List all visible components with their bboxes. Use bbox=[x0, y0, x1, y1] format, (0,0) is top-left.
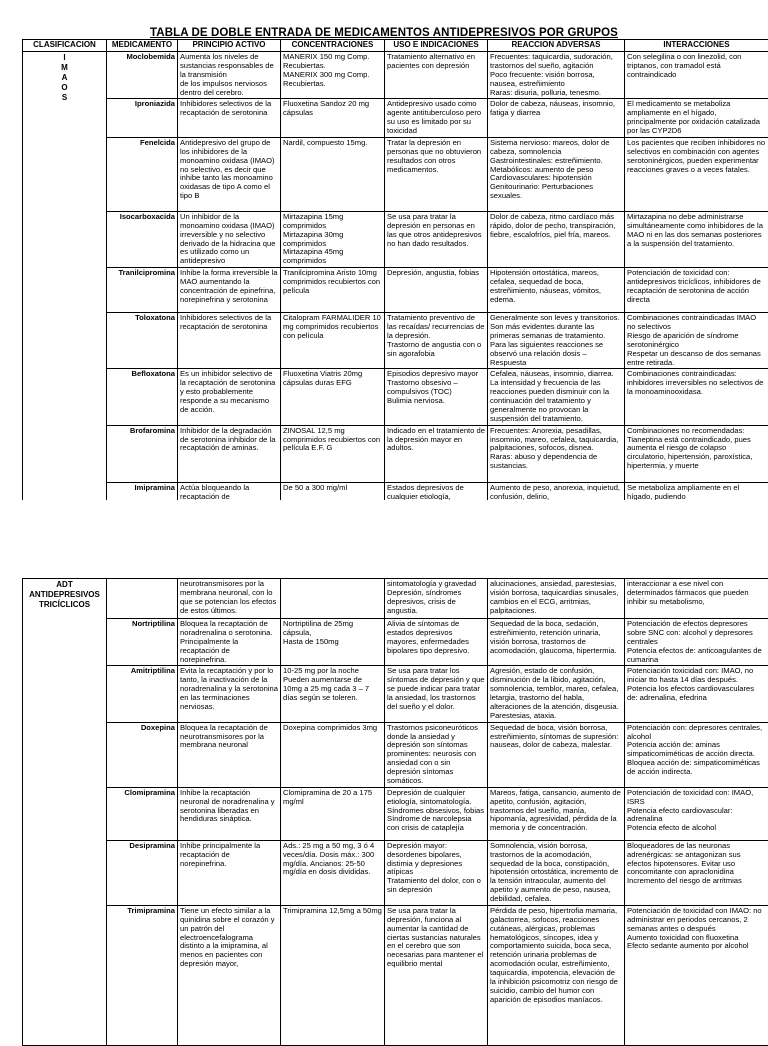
cell-uso-indicaciones: Tratamiento alternativo en pacientes con depresión bbox=[385, 52, 488, 99]
group-letter: S bbox=[25, 93, 104, 103]
cell-reaccion-adversas: Frecuentes: taquicardia, sudoración, trastornos del sueño, agitación Poco frecuente: visión borrosa, nausea, estreñimiento Raras: disuria, polluria, tenesmo. bbox=[488, 52, 625, 99]
cell-uso-indicaciones: sintomatología y gravedad Depresión, síndromes depresivos, crisis de angustia. bbox=[385, 579, 488, 619]
cell-principio-activo: Inhibidor de la degradación de serotonina inhibidor de la recaptación de aminas. bbox=[178, 425, 281, 482]
cell-uso-indicaciones: Se usa para tratar los síntomas de depresión y que se puede indicar para tratar la ansiedad, los trastornos del sueño y el dolor. bbox=[385, 666, 488, 722]
cell-interacciones: Potenciación de efectos depresores sobre SNC con: alcohol y depresores centrales Potencia efectos de: anticoagulantes de cumarina bbox=[625, 619, 768, 666]
cell-interacciones: Combinaciones contraindicadas IMAO no selectivos Riesgo de aparición de síndrome serotoninérgico Respetar un descanso de dos semanas entre retirada. bbox=[625, 313, 768, 369]
header-interacciones: INTERACCIONES bbox=[625, 40, 768, 52]
cell-concentraciones: Trimipramina 12,5mg a 50mg bbox=[281, 905, 385, 1045]
table-row bbox=[23, 52, 768, 99]
group-letter: M bbox=[25, 63, 104, 73]
table-row bbox=[23, 666, 768, 722]
medications-table-imaos bbox=[22, 39, 768, 513]
cell-uso-indicaciones: Depresión, angustia, fobias bbox=[385, 268, 488, 313]
cell-principio-activo: Bloquea la recaptación de noradrenalina o serotonina. Principalmente la recaptación de norepinefrina. bbox=[178, 619, 281, 666]
cell-reaccion-adversas: Hipotensión ortostática, mareos, cefalea, sequedad de boca, estreñimiento, náuseas, vómitos, edema. bbox=[488, 268, 625, 313]
cell-interacciones: Con selegilina o con linezolid, con triptanos, con tramadol está contraindicado bbox=[625, 52, 768, 99]
cell-medicamento: Isocarboxacida bbox=[107, 211, 178, 267]
cell-reaccion-adversas: Frecuentes: Anorexia, pesadillas, insomnio, mareo, cefalea, taquicardia, palpitaciones, sofocos, disnea. Raras: abuso y dependencia de sustancias. bbox=[488, 425, 625, 482]
group-letter: O bbox=[25, 83, 104, 93]
cell-interacciones: Los pacientes que reciben inhibidores no selectivos en combinación con agentes serotoninérgicos, pueden experimentar reacciones graves o a veces fatales. bbox=[625, 137, 768, 211]
header-row bbox=[23, 40, 768, 52]
cell-principio-activo: Tiene un efecto similar a la quinidina sobre el corazón y un patrón del electroencefalograma distinto a la imipramina, al menos en pacientes con depresión mayor, bbox=[178, 905, 281, 1045]
cell-reaccion-adversas: Pérdida de peso, hipertrofia mamaria, galactorrea, sofocos, reacciones cutáneas, alérgicas, problemas hematológicos, síncopes, idea y comportamiento suicida, boca seca, retención urinaria problemas de acomodación ocular, estreñimiento, taquicardia, impotencia, elevación de la inhibición psicomotriz con riesgo de suicidio, cambio del humor con aparición de episodios maníacos. bbox=[488, 905, 625, 1045]
table-row bbox=[23, 579, 768, 619]
table-row bbox=[23, 619, 768, 666]
cell-reaccion-adversas: Mareos, fatiga, cansancio, aumento de apetito, confusión, agitación, trastornos del sueño, manía, hipomanía, agresividad, pérdida de la memoria y de concentración. bbox=[488, 787, 625, 840]
cell-interacciones: Se metaboliza ampliamente en el hígado, pudiendo bbox=[625, 482, 768, 512]
cell-principio-activo: Inhibe principalmente la recaptación de norepinefrina. bbox=[178, 840, 281, 905]
cell-uso-indicaciones: Indicado en el tratamiento de la depresión mayor en adultos. bbox=[385, 425, 488, 482]
table-row bbox=[23, 137, 768, 211]
cell-concentraciones: De 50 a 300 mg/ml bbox=[281, 482, 385, 512]
cell-uso-indicaciones: Estados depresivos de cualquier etiología, bbox=[385, 482, 488, 512]
table-row bbox=[23, 905, 768, 1045]
cell-concentraciones: Fluoxetina Sandoz 20 mg cápsulas bbox=[281, 99, 385, 138]
cell-reaccion-adversas: Cefalea, náuseas, insomnio, diarrea. La intensidad y frecuencia de las reacciones pueden disminuir con la continuación del tratamiento y generalmente no provocan la suspensión del tratamiento. bbox=[488, 369, 625, 425]
cell-medicamento: Clomipramina bbox=[107, 787, 178, 840]
page-title: TABLA DE DOBLE ENTRADA DE MEDICAMENTOS ANTIDEPRESIVOS POR GRUPOS bbox=[0, 27, 768, 39]
group-line: TRICÍCLICOS bbox=[25, 600, 104, 610]
cell-uso-indicaciones: Depresión mayor: desordenes bipolares, distimia y depresiones atípicas Tratamiento del dolor, con o sin depresión bbox=[385, 840, 488, 905]
cell-medicamento: Doxepina bbox=[107, 722, 178, 787]
cell-uso-indicaciones: Se usa para tratar la depresión, funciona al aumentar la cantidad de ciertas sustancias naturales en el cerebro que son necesarias para mantener el equilibrio mental bbox=[385, 905, 488, 1045]
table-row bbox=[23, 425, 768, 482]
cell-medicamento: Desipramina bbox=[107, 840, 178, 905]
cell-reaccion-adversas: Somnolencia, visión borrosa, trastornos de la acomodación, sequedad de la boca, constipación, hipotensión ortostática, incremento de la tensión intraocular, aumento del apetito y aumento de peso, nausea, debilidad, cefalea. bbox=[488, 840, 625, 905]
cell-medicamento: Toloxatona bbox=[107, 313, 178, 369]
cell-concentraciones: ZINOSAL 12,5 mg comprimidos recubiertos con película E.F. G bbox=[281, 425, 385, 482]
table-row bbox=[23, 313, 768, 369]
table-row bbox=[23, 722, 768, 787]
cell-principio-activo: Aumenta los niveles de sustancias responsables de la transmisión de los impulsos nerviosos dentro del cerebro. bbox=[178, 52, 281, 99]
header-reaccion-adversas: REACCION ADVERSAS bbox=[488, 40, 625, 52]
cell-medicamento: Imipramina bbox=[107, 482, 178, 512]
table-row bbox=[23, 99, 768, 138]
group-line: ADT bbox=[25, 580, 104, 590]
cell-uso-indicaciones: Trastornos psiconeuróticos donde la ansiedad y depresión son síntomas prominentes: neurosis con ansiedad con o sin depresión síntomas somáticos. bbox=[385, 722, 488, 787]
cell-reaccion-adversas: Sistema nervioso: mareos, dolor de cabeza, somnolencia Gastrointestinales: estreñimiento. Metabólicos: aumento de peso Cardiovasculares: hipotensión Genitourinario: Perturbaciones sexuales. bbox=[488, 137, 625, 211]
cell-uso-indicaciones: Tratar la depresión en personas que no obtuvieron resultados con otros medicamentos. bbox=[385, 137, 488, 211]
cell-reaccion-adversas: Aumento de peso, anorexia, inquietud, confusión, delirio, bbox=[488, 482, 625, 512]
cell-interacciones: Potenciación toxicidad con: IMAO, no iniciar tto hasta 14 días después. Potencia los efectos cardiovasculares de: adrenalina, efedrina bbox=[625, 666, 768, 722]
cell-uso-indicaciones: Depresión de cualquier etiología, sintomatología. Síndromes obsesivos, fobias Síndrome de narcolepsia con crisis de cataplejía bbox=[385, 787, 488, 840]
header-concentraciones: CONCENTRACIONES bbox=[281, 40, 385, 52]
table-row bbox=[23, 211, 768, 267]
cell-principio-activo: Inhibidores selectivos de la recaptación de serotonina bbox=[178, 99, 281, 138]
cell-medicamento: Amitriptilina bbox=[107, 666, 178, 722]
header-clasificacion: CLASIFICACION bbox=[23, 40, 107, 52]
table-row bbox=[23, 369, 768, 425]
cell-principio-activo: Antidepresivo del grupo de los inhibidores de la monoamino oxidasa (IMAO) no selectivo, es decir que inhibe tanto las monoamino oxidasas de tipo A como el tipo B bbox=[178, 137, 281, 211]
group-label-imaos bbox=[23, 52, 107, 513]
cell-concentraciones: Citalopram FARMALIDER 10 mg comprimidos recubiertos con película bbox=[281, 313, 385, 369]
table-row bbox=[23, 268, 768, 313]
cell-principio-activo: neurotransmisores por la membrana neuronal, con lo que se potencian los efectos de estos últimos. bbox=[178, 579, 281, 619]
cell-interacciones: Combinaciones contraindicadas: inhibidores irreversibles no selectivos de la monoaminooxidasa. bbox=[625, 369, 768, 425]
medications-table-adt bbox=[22, 578, 768, 1046]
cell-interacciones: El medicamento se metaboliza ampliamente en el hígado, principalmente por oxidación catalizada por las CYP2D6 bbox=[625, 99, 768, 138]
cell-medicamento: Fenelcida bbox=[107, 137, 178, 211]
cell-uso-indicaciones: Se usa para tratar la depresión en personas en las que otros antidepresivos no han dado resultados. bbox=[385, 211, 488, 267]
cell-medicamento bbox=[107, 579, 178, 619]
cell-principio-activo: Inhibe la forma irreversible la MAO aumentando la concentración de epinefrina, norepinefrina y serotonina bbox=[178, 268, 281, 313]
table-row bbox=[23, 787, 768, 840]
cell-medicamento: Moclobemida bbox=[107, 52, 178, 99]
cell-principio-activo: Bloquea la recaptación de neurotransmisores por la membrana neuronal bbox=[178, 722, 281, 787]
cell-medicamento: Brofaromina bbox=[107, 425, 178, 482]
cell-reaccion-adversas: Dolor de cabeza, ritmo cardíaco más rápido, dolor de pecho, transpiración, fiebre, escalofríos, piel fría, mareos. bbox=[488, 211, 625, 267]
cell-principio-activo: Inhibe la recaptación neuronal de noradrenalina y serotonina liberadas en hendiduras sináptica. bbox=[178, 787, 281, 840]
cell-interacciones: Potenciación de toxicidad con IMAO: no administrar en periodos cercanos, 2 semanas antes o después Aumento toxicidad con fluoxetina Efecto sedante aumento por alcohol bbox=[625, 905, 768, 1045]
cell-concentraciones: Clomipramina de 20 a 175 mg/ml bbox=[281, 787, 385, 840]
cell-interacciones: Combinaciones no recomendadas: Tianeptina está contraindicado, pues aumenta el riesgo de colapso circulatorio, hipertensión, paroxística, hipertermia, y muerte bbox=[625, 425, 768, 482]
cell-principio-activo: Inhibidores selectivos de la recaptación de serotonina bbox=[178, 313, 281, 369]
cell-concentraciones: Ads.: 25 mg a 50 mg, 3 ó 4 veces/día. Dosis máx.: 300 mg/día. Ancianos: 25-50 mg/día en dosis divididas. bbox=[281, 840, 385, 905]
cell-concentraciones: MANERIX 150 mg Comp. Recubiertas. MANERIX 300 mg Comp. Recubiertas. bbox=[281, 52, 385, 99]
cell-medicamento: Nortriptilina bbox=[107, 619, 178, 666]
cell-uso-indicaciones: Episodios depresivo mayor Trastorno obsesivo – compulsivos (TOC) Bulimia nerviosa. bbox=[385, 369, 488, 425]
group-letter: A bbox=[25, 73, 104, 83]
cell-uso-indicaciones: Antidepresivo usado como agente antituberculoso pero su uso es limitado por su toxicidad bbox=[385, 99, 488, 138]
cell-reaccion-adversas: Sequedad de boca, visión borrosa, estreñimiento, síntomas de supresión: nauseas, dolor de cabeza, malestar. bbox=[488, 722, 625, 787]
cell-concentraciones bbox=[281, 579, 385, 619]
cell-medicamento: Tranilcipromina bbox=[107, 268, 178, 313]
cell-uso-indicaciones: Tratamiento preventivo de las recaídas/ recurrencias de la depresión. Trastorno de angustia con o sin agorafobia bbox=[385, 313, 488, 369]
group-letter: I bbox=[25, 53, 104, 63]
cell-reaccion-adversas: alucinaciones, ansiedad, parestesias, visión borrosa, taquicardias sinusales, cambios en el ECG, arritmias, palpitaciones. bbox=[488, 579, 625, 619]
cell-concentraciones: 10-25 mg por la noche Pueden aumentarse de 10mg a 25 mg cada 3 – 7 días según se toleren. bbox=[281, 666, 385, 722]
cell-uso-indicaciones: Alivia de síntomas de estados depresivos mayores, enfermedades bipolares tipo depresivo. bbox=[385, 619, 488, 666]
cell-concentraciones: Nardil, compuesto 15mg. bbox=[281, 137, 385, 211]
cell-medicamento: Iproniazida bbox=[107, 99, 178, 138]
cell-interacciones: Mirtazapina no debe administrarse simultáneamente como inhibidores de la MAO ni en las dos semanas posteriores a la suspensión del tratamiento. bbox=[625, 211, 768, 267]
cell-interacciones: Potenciación con: depresores centrales, alcohol Potencia acción de: aminas simpaticomiméticas de acción directa. Bloquea acción de: simpaticomiméticas de acción indirecta. bbox=[625, 722, 768, 787]
cell-interacciones: interaccionar a ese nivel con determinados fármacos que pueden inhibir su metabolismo, bbox=[625, 579, 768, 619]
cell-interacciones: Potenciación de toxicidad con: IMAO, ISRS Potencia efecto cardiovascular: adrenalina Potencia efecto de alcohol bbox=[625, 787, 768, 840]
header-uso-indicaciones: USO E INDICACIONES bbox=[385, 40, 488, 52]
cell-reaccion-adversas: Sequedad de la boca, sedación, estreñimiento, retención urinaria, visión borrosa, trastornos de acomodación, glaucoma, hipertermia. bbox=[488, 619, 625, 666]
cell-principio-activo: Un inhibidor de la monoamino oxidasa (IMAO) irreversible y no selectivo derivado de la hidracina que es utilizado como un antidepresivo bbox=[178, 211, 281, 267]
cell-reaccion-adversas: Agresión, estado de confusión, disminución de la libido, agitación, somnolencia, temblor, mareo, cefalea, letargia, trastorno del habla, alteraciones de la atención, disgeusia. Parestesias, ataxia. bbox=[488, 666, 625, 722]
group-line: ANTIDEPRESIVOS bbox=[25, 590, 104, 600]
cell-reaccion-adversas: Dolor de cabeza, náuseas, insomnio, fatiga y diarrea bbox=[488, 99, 625, 138]
cell-medicamento: Befloxatona bbox=[107, 369, 178, 425]
page-break bbox=[0, 500, 768, 576]
cell-principio-activo: Actúa bloqueando la recaptación de bbox=[178, 482, 281, 512]
cell-concentraciones: Fluoxetina Viatris 20mg cápsulas duras EFG bbox=[281, 369, 385, 425]
header-medicamento: MEDICAMENTO bbox=[107, 40, 178, 52]
header-principio-activo: PRINCIPIO ACTIVO bbox=[178, 40, 281, 52]
cell-principio-activo: Evita la recaptación y por lo tanto, la inactivación de la noradrenalina y la serotonina en las terminaciones nerviosas. bbox=[178, 666, 281, 722]
group-label-adt bbox=[23, 579, 107, 1046]
table-row bbox=[23, 840, 768, 905]
cell-concentraciones: Mirtazapina 15mg comprimidos Mirtazapina 30mg comprimidos Mirtazapina 45mg comprimidos bbox=[281, 211, 385, 267]
cell-concentraciones: Tranilcipromina Aristo 10mg comprimidos recubiertos con película bbox=[281, 268, 385, 313]
cell-concentraciones: Doxepina comprimidos 3mg bbox=[281, 722, 385, 787]
cell-reaccion-adversas: Generalmente son leves y transitorios. Son más evidentes durante las primeras semanas de tratamiento. Para las siguientes reacciones se observó una relación dosis – Respuesta bbox=[488, 313, 625, 369]
cell-interacciones: Bloqueadores de las neuronas adrenérgicas: se antagonizan sus efectos hipotensores. Evitar uso concomitante con apraclonidina Incremento del riesgo de arritmias bbox=[625, 840, 768, 905]
cell-principio-activo: Es un inhibidor selectivo de la recaptación de serotonina y esto probablemente responde a su mecanismo de acción. bbox=[178, 369, 281, 425]
cell-medicamento: Trimipramina bbox=[107, 905, 178, 1045]
cell-interacciones: Potenciación de toxicidad con: antidepresivos tricíclicos, inhibidores de recaptación de serotonina de acción directa bbox=[625, 268, 768, 313]
cell-concentraciones: Nortriptilina de 25mg cápsula, Hasta de 150mg bbox=[281, 619, 385, 666]
